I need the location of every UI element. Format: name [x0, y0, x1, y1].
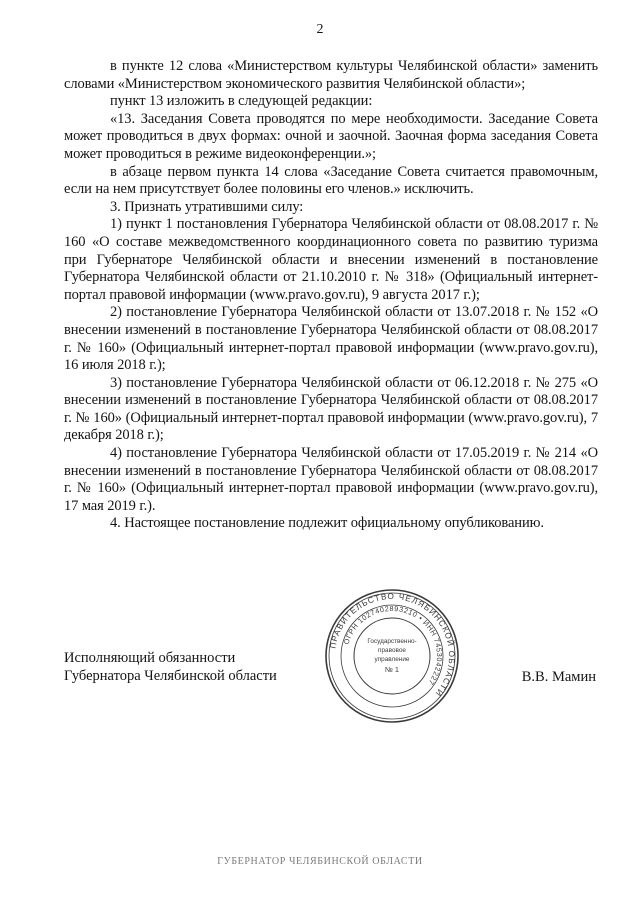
signer-position-line: Губернатора Челябинской области: [64, 668, 277, 684]
seal-center-text: правовое: [378, 647, 406, 654]
signer-position: [64, 649, 277, 685]
paragraph: «13. Заседания Совета проводятся по мере необходимости. Заседание Совета может проводиться в двух формах: очной и заочной. Заочная форма заседания Совета может проводиться в режиме видеоконференции.»;: [64, 110, 598, 162]
document-body: [64, 58, 598, 533]
paragraph: пункт 13 изложить в следующей редакции:: [110, 93, 373, 110]
paragraph: 4) постановление Губернатора Челябинской области от 17.05.2019 г. № 214 «О внесении изменений в постановление Губернатора Челябинской области от 08.08.2017 г. № 160» (Официальный интернет-портал правовой информации (www.pravo.gov.ru), 17 мая 2019 г.).: [64, 445, 598, 514]
paragraph: 1) пункт 1 постановления Губернатора Челябинской области от 08.08.2017 г. № 160 «О составе межведомственного координационного совета по развитию туризма при Губернаторе Челябинской области и внесении изменений в постановление Губернатора Челябинской области от 21.10.2010 г. № 318» (Официальный интернет-портал правовой информации (www.pravo.gov.ru), 9 августа 2017 г.);: [64, 216, 598, 303]
signer-position-line: Исполняющий обязанности: [64, 650, 236, 666]
page-number: 2: [316, 22, 324, 37]
paragraph: в пункте 12 слова «Министерством культуры Челябинской области» заменить словами «Министерством экономического развития Челябинской области»;: [64, 58, 598, 92]
seal-outer-text: ПРАВИТЕЛЬСТВО ЧЕЛЯБИНСКОЙ ОБЛАСТИ: [328, 591, 457, 699]
seal-center-text: № 1: [384, 665, 400, 674]
paragraph: 3. Признать утратившими силу:: [110, 198, 304, 215]
paragraph: 3) постановление Губернатора Челябинской области от 06.12.2018 г. № 275 «О внесении изменений в постановление Губернатора Челябинской области от 08.08.2017 г. № 160» (Официальный интернет-портал правовой информации (www.pravo.gov.ru), 7 декабря 2018 г.);: [64, 374, 598, 444]
paragraph: 2) постановление Губернатора Челябинской области от 13.07.2018 г. № 152 «О внесении изменений в постановление Губернатора Челябинской области от 08.08.2017 г. № 160» (Официальный интернет-портал правовой информации (www.pravo.gov.ru), 16 июля 2018 г.);: [64, 304, 598, 374]
paragraph: в абзаце первом пункта 14 слова «Заседание Совета считается правомочным, если на нем присутствует более половины его членов.» исключить.: [64, 163, 598, 198]
seal-center-text: Государственно-: [367, 638, 417, 645]
seal-center-text: управление: [374, 656, 410, 663]
official-seal-stamp: [324, 588, 460, 724]
paragraph: 4. Настоящее постановление подлежит официальному опубликованию.: [110, 515, 544, 532]
signer-name: В.В. Мамин: [521, 669, 596, 685]
seal-inner-text: ОГРН 1027402893210 • ИНН 7453042227: [341, 603, 445, 688]
page-footer: ГУБЕРНАТОР ЧЕЛЯБИНСКОЙ ОБЛАСТИ: [217, 856, 423, 867]
